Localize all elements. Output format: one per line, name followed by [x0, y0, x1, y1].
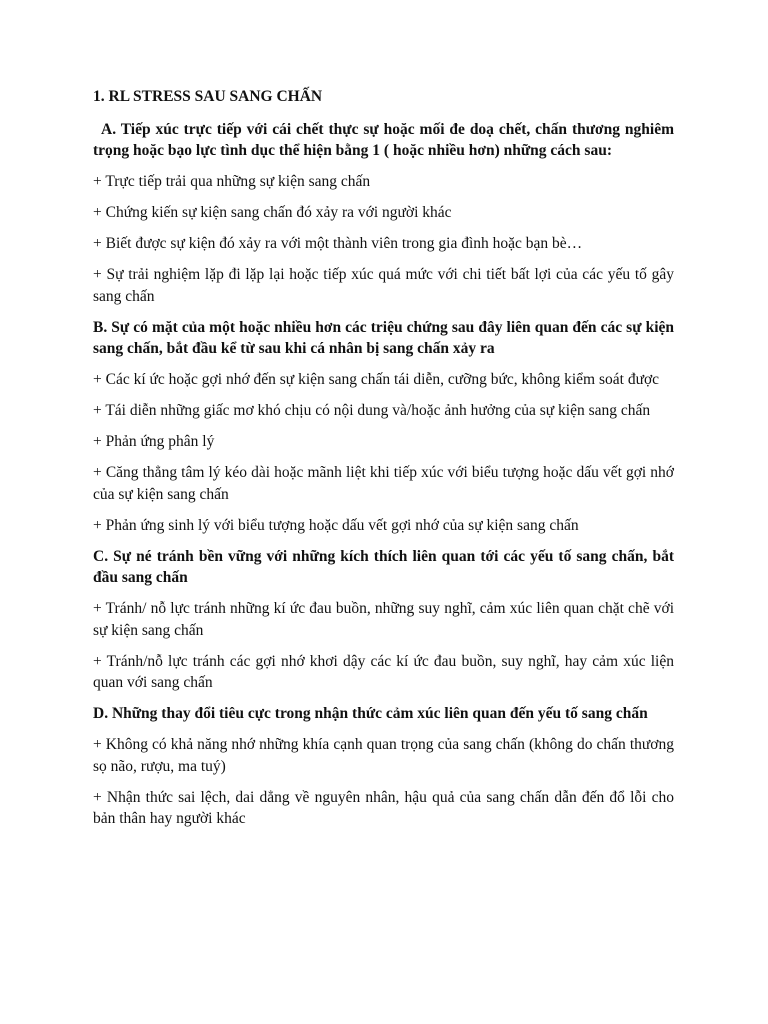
list-item: + Căng thẳng tâm lý kéo dài hoặc mãnh liệt khi tiếp xúc với biểu tượng hoặc dấu vết gợi nhớ của sự kiện sang chấn	[93, 464, 674, 503]
list-item: + Tránh/nỗ lực tránh các gợi nhớ khơi dậy các kí ức đau buồn, suy nghĩ, hay cảm xúc liện quan với sang chấn	[93, 652, 674, 691]
document-title: 1. RL STRESS SAU SANG CHẤN	[93, 88, 323, 105]
document-page	[93, 86, 674, 839]
list-item: + Tái diễn những giấc mơ khó chịu có nội dung và/hoặc ảnh hưởng của sự kiện sang chấn	[93, 402, 651, 419]
list-item: + Không có khả năng nhớ những khía cạnh quan trọng của sang chấn (không do chấn thương sọ não, rượu, ma tuý)	[93, 736, 674, 775]
list-item: + Trực tiếp trải qua những sự kiện sang chấn	[93, 173, 371, 190]
list-item: + Phản ứng phân lý	[93, 433, 215, 450]
list-item: + Nhận thức sai lệch, dai dẳng về nguyên nhân, hậu quả của sang chấn dẫn đến đổ lỗi cho bản thân hay người khác	[93, 788, 674, 827]
list-item: + Phản ứng sinh lý với biểu tượng hoặc dấu vết gợi nhớ của sự kiện sang chấn	[93, 516, 579, 534]
section-a-heading: A. Tiếp xúc trực tiếp với cái chết thực sự hoặc mối đe doạ chết, chấn thương nghiêm trọng hoặc bạo lực tình dục thể hiện bằng 1 ( hoặc nhiều hơn) những cách sau:	[93, 120, 674, 159]
section-b-heading: B. Sự có mặt của một hoặc nhiều hơn các triệu chứng sau đây liên quan đến các sự kiện sang chấn, bắt đầu kể từ sau khi cá nhân bị sang chấn xảy ra	[93, 318, 674, 357]
section-d-heading: D. Những thay đổi tiêu cực trong nhận thức cảm xúc liên quan đến yếu tố sang chấn	[93, 705, 648, 722]
section-c-heading: C. Sự né tránh bền vững với những kích thích liên quan tới các yếu tố sang chấn, bắt đầu sang chấn	[93, 547, 674, 586]
list-item: + Chứng kiến sự kiện sang chấn đó xảy ra với người khác	[93, 204, 452, 221]
list-item: + Các kí ức hoặc gợi nhớ đến sự kiện sang chấn tái diễn, cưỡng bức, không kiểm soát được	[93, 371, 660, 388]
list-item: + Tránh/ nỗ lực tránh những kí ức đau buồn, những suy nghĩ, cảm xúc liên quan chặt chẽ với sự kiện sang chấn	[93, 600, 674, 639]
list-item: + Biết được sự kiện đó xảy ra với một thành viên trong gia đình hoặc bạn bè…	[93, 235, 583, 252]
list-item: + Sự trải nghiệm lặp đi lặp lại hoặc tiếp xúc quá mức với chi tiết bất lợi của các yếu tố gây sang chấn	[93, 266, 674, 305]
